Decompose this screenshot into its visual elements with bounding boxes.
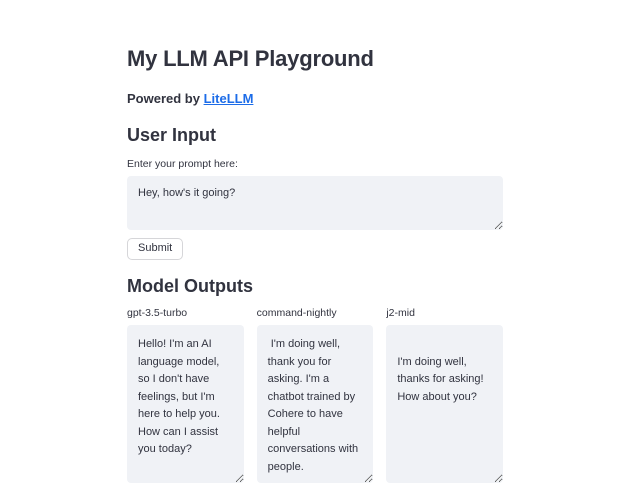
user-input-heading: User Input	[127, 125, 217, 146]
prompt-textarea[interactable]	[127, 176, 503, 230]
model-name-label: j2-mid	[386, 306, 415, 319]
model-output-textarea-command-nightly[interactable]	[257, 325, 374, 483]
model-outputs-columns	[127, 307, 503, 483]
model-column-gpt-3-5-turbo	[127, 307, 244, 483]
submit-button[interactable]: Submit	[127, 238, 183, 260]
prompt-label: Enter your prompt here:	[127, 157, 238, 170]
powered-by-line	[127, 91, 503, 108]
model-name-label: command-nightly	[256, 306, 337, 319]
model-output-textarea-gpt-3-5-turbo[interactable]	[127, 325, 244, 483]
model-outputs-heading: Model Outputs	[127, 276, 253, 297]
model-output-textarea-j2-mid[interactable]	[386, 325, 503, 483]
powered-by-text: Powered by	[127, 91, 204, 107]
model-name-label: gpt-3.5-turbo	[127, 306, 188, 319]
page-title: My LLM API Playground	[127, 46, 374, 71]
model-column-j2-mid	[386, 307, 503, 483]
model-column-command-nightly	[257, 307, 374, 483]
litellm-link[interactable]: LiteLLM	[203, 91, 254, 107]
main-content	[127, 0, 503, 483]
